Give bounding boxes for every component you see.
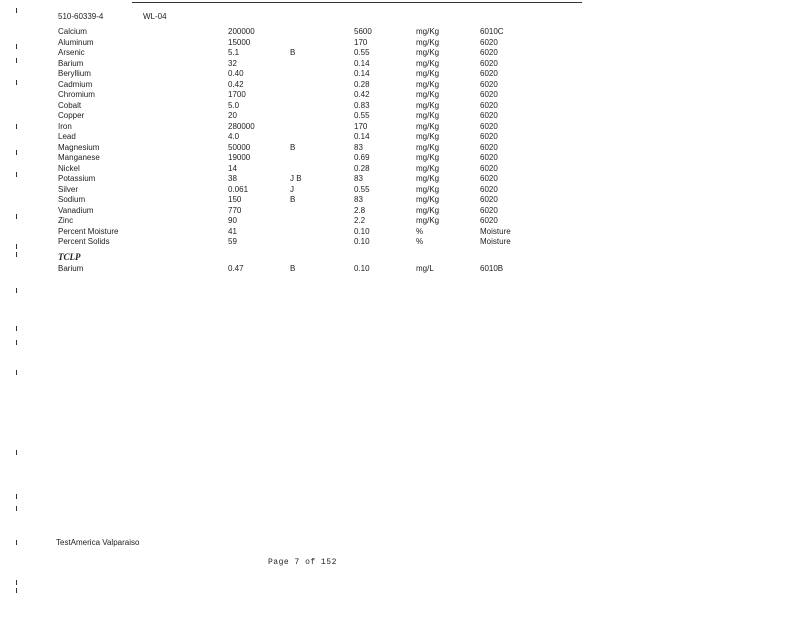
table-row <box>0 164 600 174</box>
cell-name: Arsenic <box>58 48 85 57</box>
cell-result: 150 <box>228 195 242 204</box>
footer-lab-name: TestAmerica Valparaiso <box>56 538 140 547</box>
cell-method: 6020 <box>480 121 498 131</box>
table-row <box>0 132 600 142</box>
cell-name: Aluminum <box>58 37 94 47</box>
margin-tick <box>16 450 17 455</box>
cell-units: mg/Kg <box>416 121 440 131</box>
cell-result: 20 <box>228 111 237 120</box>
cell-rl: 83 <box>354 142 363 152</box>
cell-name: Silver <box>58 184 79 194</box>
cell-rl: 0.28 <box>354 79 370 89</box>
cell-rl: 0.14 <box>354 132 370 141</box>
table-row <box>0 48 600 58</box>
table-row <box>0 80 600 90</box>
cell-q: B <box>290 264 296 273</box>
cell-method: 6020 <box>480 90 498 99</box>
cell-method: 6020 <box>480 69 498 78</box>
cell-rl: 0.10 <box>354 237 370 246</box>
cell-result: 38 <box>228 174 237 183</box>
cell-units: mg/Kg <box>416 184 440 194</box>
cell-rl: 5600 <box>354 27 372 36</box>
cell-result: 59 <box>228 237 237 246</box>
table-row <box>0 237 600 247</box>
cell-units: mg/Kg <box>416 79 440 89</box>
margin-tick <box>16 580 17 585</box>
cell-method: 6020 <box>480 153 498 162</box>
cell-method: Moisture <box>480 237 511 246</box>
cell-result: 200000 <box>228 27 255 36</box>
cell-rl: 0.28 <box>354 163 370 173</box>
cell-units: mg/Kg <box>416 174 440 183</box>
table-row <box>0 227 600 237</box>
margin-tick <box>16 288 17 293</box>
cell-method: 6020 <box>480 216 498 225</box>
cell-result: 0.40 <box>228 69 244 78</box>
cell-rl: 0.55 <box>354 111 370 120</box>
sample-id: 510-60339-4 <box>58 12 104 21</box>
cell-result: 90 <box>228 216 237 225</box>
cell-method: 6020 <box>480 132 498 141</box>
cell-units: mg/Kg <box>416 153 440 162</box>
cell-units: mg/Kg <box>416 163 440 173</box>
cell-units: mg/Kg <box>416 69 440 78</box>
cell-result: 41 <box>228 226 237 236</box>
cell-rl: 0.14 <box>354 58 370 68</box>
cell-method: 6020 <box>480 142 498 152</box>
cell-result: 0.061 <box>228 184 249 194</box>
margin-tick <box>16 326 17 331</box>
cell-rl: 0.10 <box>354 264 370 273</box>
margin-tick <box>16 340 17 345</box>
margin-tick <box>16 370 17 375</box>
table-row <box>0 111 600 121</box>
cell-name: Calcium <box>58 27 87 36</box>
cell-name: Lead <box>58 132 76 141</box>
margin-tick <box>16 252 17 257</box>
table-row <box>0 143 600 153</box>
table-row <box>0 38 600 48</box>
cell-name: Sodium <box>58 195 86 204</box>
cell-units: mg/Kg <box>416 90 440 99</box>
cell-name: Zinc <box>58 216 74 225</box>
table-row <box>0 264 600 274</box>
cell-name: Vanadium <box>58 205 94 215</box>
table-row <box>0 101 600 111</box>
cell-units: mg/Kg <box>416 216 440 225</box>
cell-result: 1700 <box>228 90 246 99</box>
cell-name: Iron <box>58 121 72 131</box>
cell-method: 6020 <box>480 48 498 57</box>
margin-tick <box>16 8 17 13</box>
table-row <box>0 206 600 216</box>
cell-method: 6020 <box>480 184 498 194</box>
cell-result: 0.42 <box>228 79 244 89</box>
cell-name: Percent Moisture <box>58 226 119 236</box>
table-row <box>0 216 600 226</box>
cell-name: Cobalt <box>58 100 82 110</box>
table-row <box>0 195 600 205</box>
cell-method: 6020 <box>480 163 498 173</box>
cell-result: 5.1 <box>228 48 240 57</box>
cell-name: Copper <box>58 111 85 120</box>
cell-name: Percent Solids <box>58 237 110 246</box>
top-rule <box>132 2 582 3</box>
cell-rl: 170 <box>354 121 368 131</box>
cell-units: mg/Kg <box>416 195 440 204</box>
table-row <box>0 27 600 37</box>
cell-result: 50000 <box>228 142 251 152</box>
cell-method: 6020 <box>480 205 498 215</box>
cell-units: mg/L <box>416 264 434 273</box>
cell-name: Cadmium <box>58 79 93 89</box>
cell-method: 6010C <box>480 27 504 36</box>
cell-name: Nickel <box>58 163 80 173</box>
cell-method: 6020 <box>480 79 498 89</box>
table-row <box>0 90 600 100</box>
cell-rl: 0.83 <box>354 100 370 110</box>
cell-name: Chromium <box>58 90 95 99</box>
cell-q: B <box>290 142 296 152</box>
cell-units: mg/Kg <box>416 100 440 110</box>
cell-name: Barium <box>58 264 84 273</box>
sample-code: WL-04 <box>143 12 167 21</box>
table-row <box>0 122 600 132</box>
cell-method: 6020 <box>480 100 498 110</box>
margin-tick <box>16 506 17 511</box>
cell-method: 6020 <box>480 174 498 183</box>
cell-method: 6020 <box>480 195 498 204</box>
cell-result: 32 <box>228 58 237 68</box>
cell-rl: 170 <box>354 37 368 47</box>
margin-tick <box>16 540 17 545</box>
cell-name: Magnesium <box>58 142 100 152</box>
cell-rl: 83 <box>354 195 363 204</box>
cell-rl: 0.14 <box>354 69 370 78</box>
cell-result: 15000 <box>228 37 251 47</box>
cell-rl: 0.55 <box>354 184 370 194</box>
cell-rl: 0.69 <box>354 153 370 162</box>
cell-units: mg/Kg <box>416 37 440 47</box>
tclp-section-title: TCLP <box>58 252 81 262</box>
cell-units: mg/Kg <box>416 132 440 141</box>
cell-units: mg/Kg <box>416 48 440 57</box>
cell-method: 6010B <box>480 264 504 273</box>
cell-units: mg/Kg <box>416 58 440 68</box>
margin-tick <box>16 494 17 499</box>
cell-name: Beryllium <box>58 69 91 78</box>
cell-units: mg/Kg <box>416 142 440 152</box>
table-row <box>0 185 600 195</box>
cell-units: % <box>416 226 424 236</box>
cell-result: 5.0 <box>228 100 240 110</box>
table-row <box>0 59 600 69</box>
cell-result: 4.0 <box>228 132 240 141</box>
cell-result: 0.47 <box>228 264 244 273</box>
table-row <box>0 153 600 163</box>
page-number: Page 7 of 152 <box>268 558 337 567</box>
cell-name: Barium <box>58 58 84 68</box>
cell-method: Moisture <box>480 226 511 236</box>
cell-rl: 83 <box>354 174 363 183</box>
cell-result: 280000 <box>228 121 255 131</box>
cell-method: 6020 <box>480 111 498 120</box>
cell-rl: 0.10 <box>354 226 370 236</box>
cell-method: 6020 <box>480 58 498 68</box>
cell-result: 770 <box>228 205 242 215</box>
cell-q: J <box>290 184 294 194</box>
cell-units: % <box>416 237 424 246</box>
cell-q: B <box>290 48 296 57</box>
margin-tick <box>16 588 17 593</box>
cell-units: mg/Kg <box>416 111 440 120</box>
cell-q: J B <box>290 174 302 183</box>
cell-rl: 2.2 <box>354 216 366 225</box>
cell-name: Manganese <box>58 153 100 162</box>
cell-result: 19000 <box>228 153 251 162</box>
cell-units: mg/Kg <box>416 205 440 215</box>
cell-name: Potassium <box>58 174 96 183</box>
cell-result: 14 <box>228 163 237 173</box>
cell-method: 6020 <box>480 37 498 47</box>
cell-units: mg/Kg <box>416 27 440 36</box>
cell-rl: 2.8 <box>354 205 366 215</box>
cell-rl: 0.42 <box>354 90 370 99</box>
cell-rl: 0.55 <box>354 48 370 57</box>
cell-q: B <box>290 195 296 204</box>
table-row <box>0 69 600 79</box>
table-row <box>0 174 600 184</box>
